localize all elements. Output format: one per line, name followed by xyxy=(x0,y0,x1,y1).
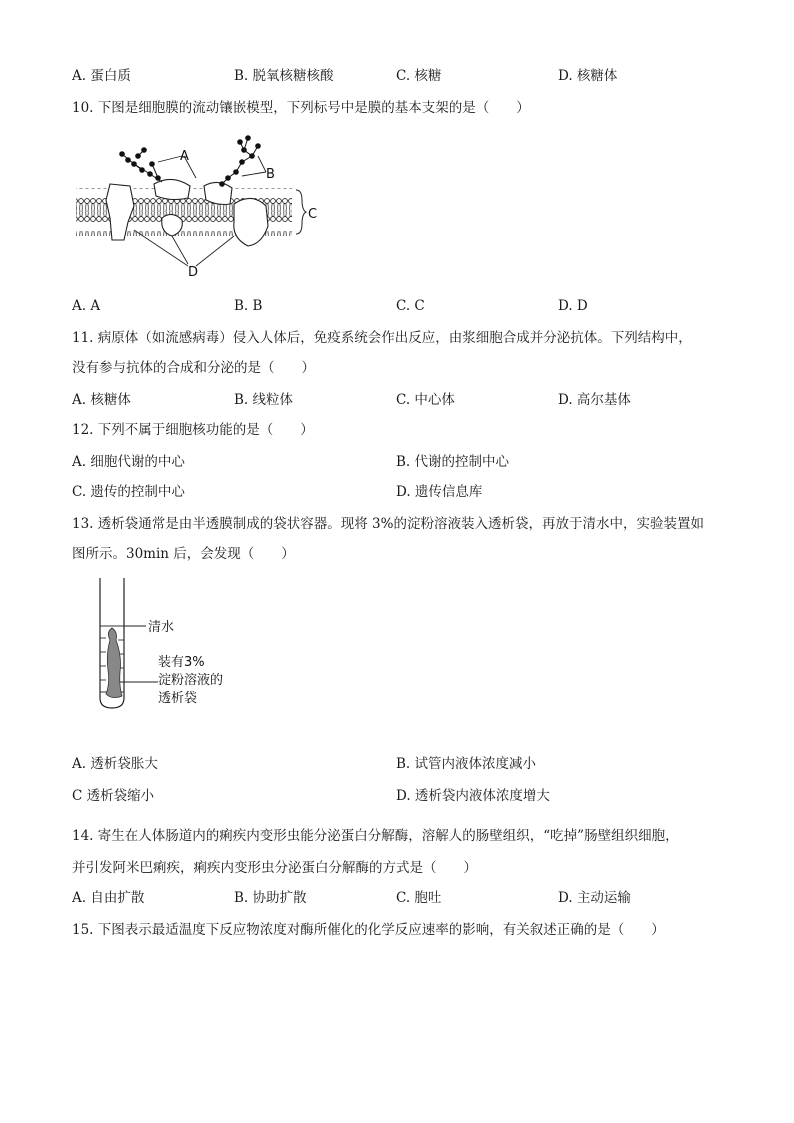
q11-option-a: A. 核糖体 xyxy=(72,392,131,408)
q14-stem-line1: 14. 寄生在人体肠道内的痢疾内变形虫能分泌蛋白分解酶，溶解人的肠壁组织，“吃掉”肠壁组织细胞， xyxy=(72,828,679,844)
q13-option-a: A. 透析袋胀大 xyxy=(72,756,158,772)
q9-option-d: D. 核糖体 xyxy=(558,68,618,84)
q14-option-a: A. 自由扩散 xyxy=(72,890,145,906)
q13-option-c: C 透析袋缩小 xyxy=(72,788,155,804)
q9-option-b: B. 脱氧核糖核酸 xyxy=(234,68,334,84)
q12-option-d: D. 遗传信息库 xyxy=(396,484,483,500)
q10-option-b: B. B xyxy=(234,298,263,314)
q11-stem-line2: 没有参与抗体的合成和分泌的是（ ） xyxy=(72,360,315,376)
q9-option-c: C. 核糖 xyxy=(396,68,442,84)
q15-stem: 15. 下图表示最适温度下反应物浓度对酶所催化的化学反应速率的影响，有关叙述正确的是（ ） xyxy=(72,922,665,938)
q12-option-c: C. 遗传的控制中心 xyxy=(72,484,185,500)
label-bag-line1: 装有3% xyxy=(158,655,205,670)
q12-option-b: B. 代谢的控制中心 xyxy=(396,454,510,470)
q11-option-c: C. 中心体 xyxy=(396,392,455,408)
label-bag-line2: 淀粉溶液的 xyxy=(158,673,224,688)
q13-stem-line2: 图所示。30min 后，会发现（ ） xyxy=(72,546,295,562)
q13-stem-line1: 13. 透析袋通常是由半透膜制成的袋状容器。现将 3%的淀粉溶液装入透析袋，再放于清水中，实验装置如 xyxy=(72,516,704,532)
bilayer-brace xyxy=(296,190,306,234)
figure-label-c: C xyxy=(308,207,318,222)
label-water: 清水 xyxy=(148,620,175,635)
surface-protein-a xyxy=(154,179,190,199)
q14-option-d: D. 主动运输 xyxy=(558,890,631,906)
figure-label-b: B xyxy=(266,167,275,182)
transmembrane-protein-right xyxy=(234,198,268,246)
q10-option-d: D. D xyxy=(558,298,588,314)
q13-option-b: B. 试管内液体浓度减小 xyxy=(396,756,537,772)
cell-membrane-figure xyxy=(72,126,332,282)
q11-option-b: B. 线粒体 xyxy=(234,392,294,408)
q9-option-a: A. 蛋白质 xyxy=(72,68,131,84)
q11-option-d: D. 高尔基体 xyxy=(558,392,631,408)
q10-option-c: C. C xyxy=(396,298,425,314)
figure-label-d: D xyxy=(188,265,199,280)
q10-option-a: A. A xyxy=(72,298,101,314)
label-bag-line3: 透析袋 xyxy=(158,691,198,706)
q14-option-b: B. 协助扩散 xyxy=(234,890,307,906)
surface-protein-b xyxy=(204,182,232,204)
dialysis-bag-figure xyxy=(92,574,242,714)
q14-stem-line2: 并引发阿米巴痢疾，痢疾内变形虫分泌蛋白分解酶的方式是（ ） xyxy=(72,860,477,876)
q11-stem-line1: 11. 病原体（如流感病毒）侵入人体后，免疫系统会作出反应，由浆细胞合成并分泌抗体。下列结构中， xyxy=(72,330,692,346)
q14-option-c: C. 胞吐 xyxy=(396,890,442,906)
dialysis-bag xyxy=(106,628,122,698)
q12-stem: 12. 下列不属于细胞核功能的是（ ） xyxy=(72,422,314,438)
glycoprotein-chain-a xyxy=(119,147,161,181)
q10-stem: 10. 下图是细胞膜的流动镶嵌模型，下列标号中是膜的基本支架的是（ ） xyxy=(72,100,530,116)
q13-option-d: D. 透析袋内液体浓度增大 xyxy=(396,788,550,804)
figure-label-a: A xyxy=(180,149,189,164)
q12-option-a: A. 细胞代谢的中心 xyxy=(72,454,185,470)
